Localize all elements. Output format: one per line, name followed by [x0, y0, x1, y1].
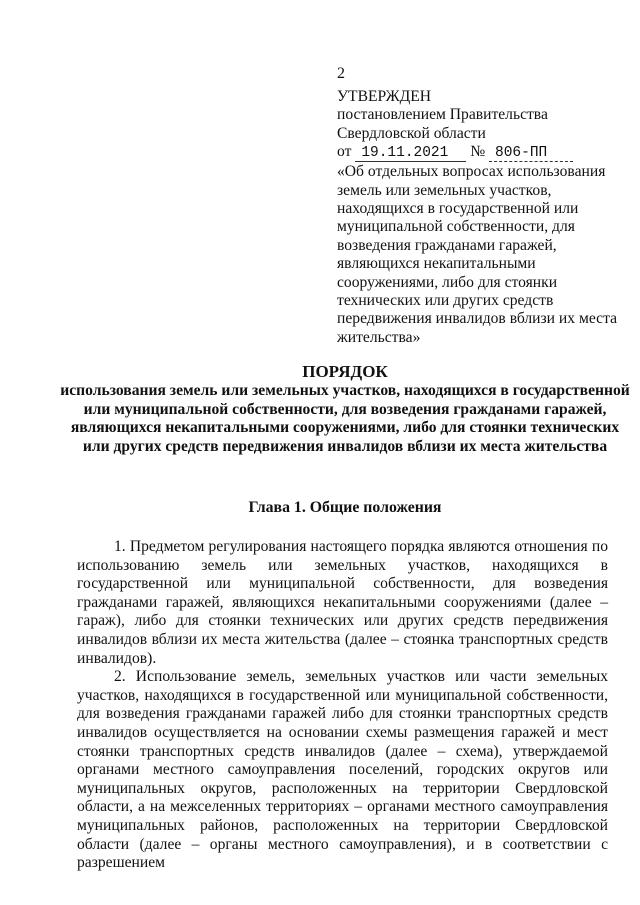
approval-stamp: [337, 88, 617, 347]
document-subtitle: использования земель или земельных участков, находящихся в государственной или муниципальной собственности, для возведения гражданами гаражей, являющихся некапитальными сооружениями, либо для стоянки технических или других средств передвижения инвалидов вблизи их места жительства: [60, 382, 630, 455]
approval-number: 806-ПП: [489, 146, 573, 162]
approval-line-1: постановлением Правительства: [337, 106, 548, 124]
approval-date: 19.11.2021: [355, 146, 466, 162]
date-prefix: от: [337, 143, 352, 161]
decree-title: «Об отдельных вопросах использования земель или земельных участков, находящихся в государственной или муниципальной собственности, для возведения гражданами гаражей, являющихся некапитальными сооружениями, либо для стоянки технических или других средств передвижения инвалидов вблизи их места жительства»: [337, 163, 617, 346]
chapter-title: Глава 1. Общие положения: [248, 499, 442, 516]
document-heading: ПОРЯДОК: [302, 362, 388, 381]
approval-date-line: [337, 143, 617, 162]
number-sign: №: [470, 143, 486, 161]
document-body: [77, 538, 608, 873]
paragraph-1: 1. Предметом регулирования настоящего порядка являются отношения по использованию земель или земельных участков, находящихся в государственной или муниципальной собственности, для возведения гражданами гаражей, являющихся некапитальными сооружениями (далее – гараж), либо для стоянки технических или других средств передвижения инвалидов вблизи их места жительства (далее – стоянка транспортных средств инвалидов).: [77, 538, 608, 667]
approval-line-2: Свердловской области: [337, 124, 486, 142]
page-number: 2: [337, 65, 345, 82]
paragraph-2: 2. Использование земель, земельных участков или части земельных участков, находящихся в государственной или муниципальной собственности, для возведения гражданами гаражей либо для стоянки транспортных средств инвалидов осуществляется на основании схемы размещения гаражей и мест стоянки транспортных средств инвалидов (далее – схема), утверждаемой органами местного самоуправления поселений, городских округов или муниципальных округов, расположенных на территории Свердловской области, а на межселенных территориях – органами местного самоуправления муниципальных районов, расположенных на территории Свердловской области (далее – органы местного самоуправления), и в соответствии с разрешением: [77, 668, 608, 872]
document-title-block: [60, 362, 630, 456]
approval-status: УТВЕРЖДЕН: [337, 88, 432, 105]
